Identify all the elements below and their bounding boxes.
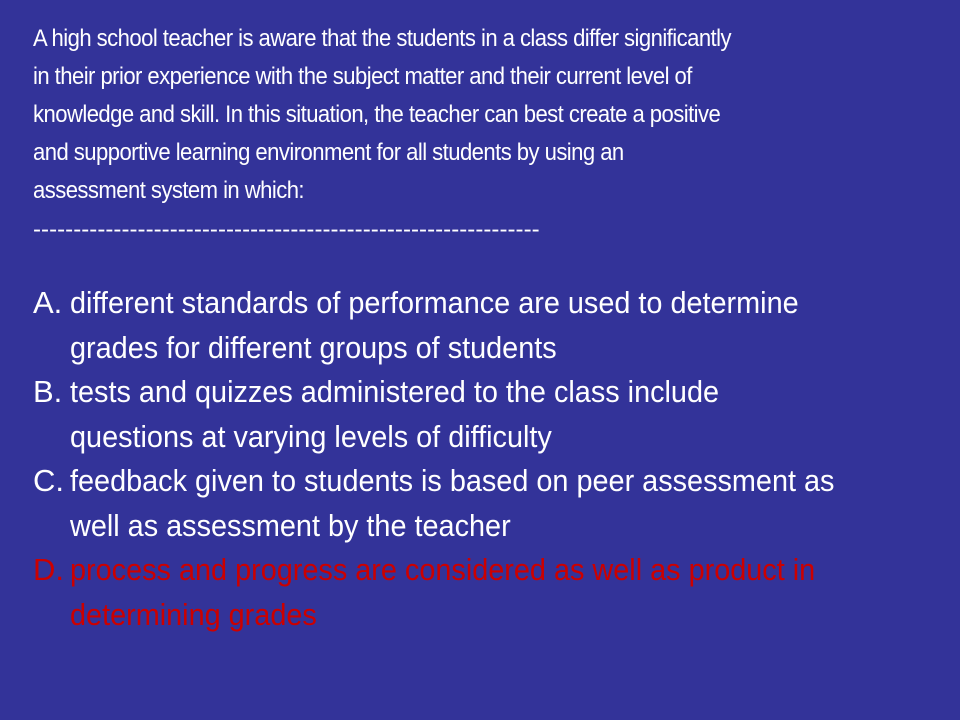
separator-line: --------------------------------------------------------------- <box>33 216 540 243</box>
option-line: process and progress are considered as well as product in <box>70 552 816 587</box>
answer-options <box>33 281 933 637</box>
option-letter: D. <box>33 552 64 587</box>
option-text <box>70 459 873 548</box>
option-text <box>70 370 873 459</box>
question-line: knowledge and skill. In this situation, the teacher can best create a positive <box>33 101 721 128</box>
question-line: and supportive learning environment for all students by using an <box>33 139 624 166</box>
question-line: assessment system in which: <box>33 177 305 204</box>
option-a <box>33 281 933 370</box>
option-line: determining grades <box>70 596 317 632</box>
question-line: in their prior experience with the subject matter and their current level of <box>33 63 692 90</box>
option-line: feedback given to students is based on peer assessment as <box>70 463 835 498</box>
option-letter: C. <box>33 463 64 498</box>
option-line: grades for different groups of students <box>70 329 557 365</box>
option-d-correct-answer <box>33 548 933 637</box>
question-text <box>33 20 861 210</box>
option-letter: A. <box>33 285 63 320</box>
option-line: tests and quizzes administered to the class include <box>70 374 720 409</box>
option-line: different standards of performance are used to determine <box>70 285 799 320</box>
option-letter: B. <box>33 374 63 409</box>
option-b <box>33 370 933 459</box>
option-c <box>33 459 933 548</box>
option-text <box>70 548 873 637</box>
option-line: well as assessment by the teacher <box>70 507 511 543</box>
option-text <box>70 281 873 370</box>
question-line: A high school teacher is aware that the students in a class differ significantly <box>33 25 731 52</box>
option-line: questions at varying levels of difficulty <box>70 418 552 454</box>
